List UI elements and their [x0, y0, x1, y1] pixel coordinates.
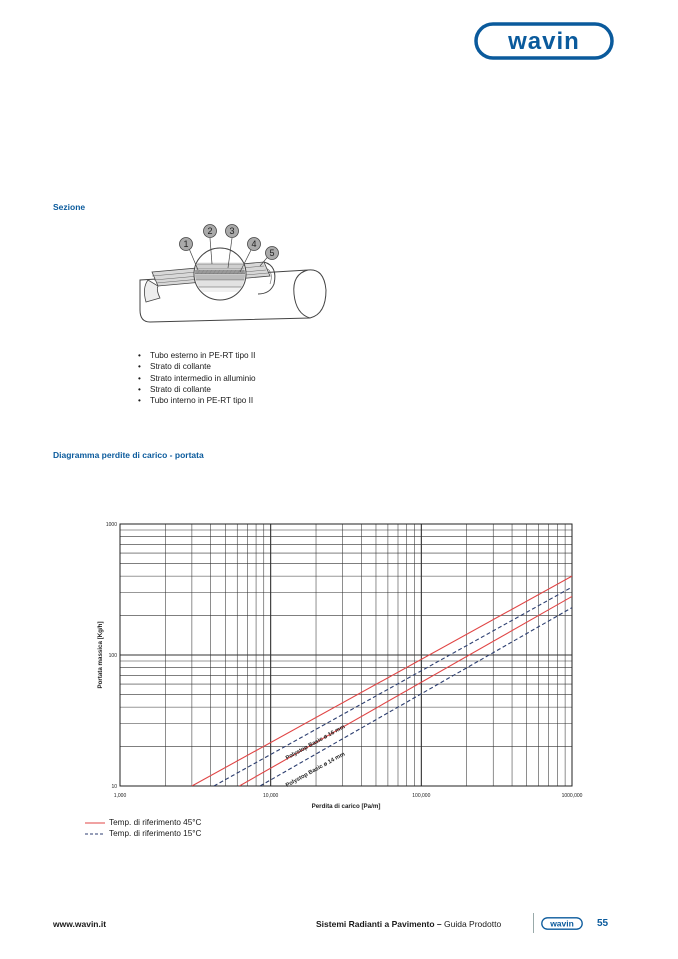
layer-item: • Tubo esterno in PE-RT tipo II [136, 350, 256, 361]
line-annotation: Polystop Basic ø 14 mm [284, 751, 347, 789]
chart-legend [85, 817, 201, 839]
x-tick-label: 1,000 [113, 793, 127, 799]
layer-item: • Strato intermedio in alluminio [136, 373, 256, 384]
svg-text:4: 4 [251, 239, 257, 250]
svg-text:wavin: wavin [508, 28, 580, 55]
x-tick-label: 100,000 [412, 793, 431, 799]
callout-1 [180, 238, 193, 251]
x-tick-label: 1000,000 [561, 793, 583, 799]
legend-label: Temp. di riferimento 45°C [109, 818, 202, 827]
x-axis-label: Perdita di carico [Pa/m] [311, 803, 381, 810]
callout-3 [226, 225, 239, 238]
footer-url[interactable]: www.wavin.it [53, 919, 107, 929]
footer-title: Sistemi Radianti a Pavimento – Guida Prodotto [316, 919, 502, 929]
wavin-logo [474, 22, 614, 60]
svg-text:1: 1 [183, 239, 189, 250]
layer-item: • Strato di collante [136, 361, 256, 372]
pressure-flow-chart [0, 500, 678, 820]
footer-divider [533, 913, 534, 933]
svg-text:wavin: wavin [550, 918, 574, 929]
y-axis-label: Portata massica [Kg/h] [97, 621, 104, 689]
y-tick-label: 10 [111, 784, 117, 790]
y-tick-label: 100 [108, 653, 117, 659]
series-line [192, 576, 572, 789]
callout-2 [204, 225, 217, 238]
layer-item: • Strato di collante [136, 384, 256, 395]
line-annotation: Polystop Basic ø 16 mm [284, 724, 347, 762]
legend-dashed-line-icon [85, 831, 105, 837]
series-line [260, 608, 572, 789]
svg-text:5: 5 [269, 248, 275, 259]
page-number: 55 [597, 918, 609, 929]
callout-5 [266, 247, 279, 260]
x-tick-label: 10,000 [263, 793, 279, 799]
legend-label: Temp. di riferimento 15°C [109, 829, 202, 838]
legend-item-15 [85, 828, 201, 839]
svg-text:3: 3 [229, 226, 235, 237]
diagram-title: Diagramma perdite di carico - portata [53, 450, 204, 460]
layer-list [136, 350, 256, 406]
layer-item: • Tubo interno in PE-RT tipo II [136, 395, 256, 406]
legend-solid-line-icon [85, 820, 105, 826]
callout-4 [248, 238, 261, 251]
series-line [214, 587, 572, 789]
section-title: Sezione [53, 202, 86, 212]
footer-wavin-logo [541, 917, 583, 930]
pipe-section-illustration [138, 222, 332, 330]
legend-item-45 [85, 817, 201, 828]
svg-text:2: 2 [207, 226, 213, 237]
y-tick-label: 1000 [105, 522, 117, 528]
